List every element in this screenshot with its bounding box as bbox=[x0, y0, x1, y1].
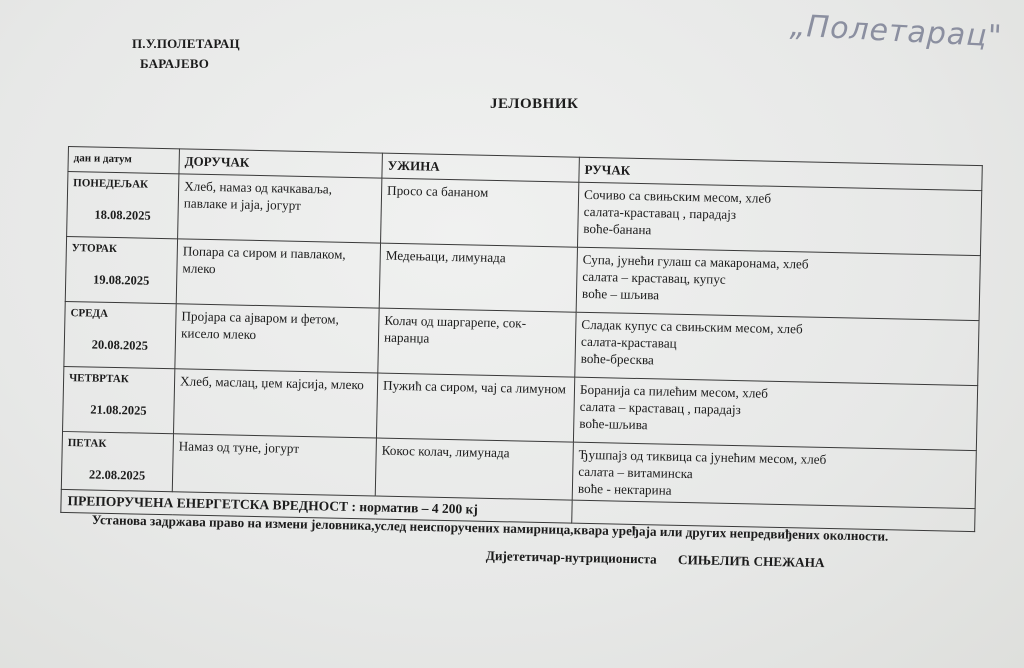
snack-cell: Пужић са сиром, чај са лимуном bbox=[376, 373, 574, 442]
lunch-line: салата-краставац , парадајз bbox=[583, 203, 737, 223]
lunch-line: воће – шљива bbox=[581, 285, 660, 303]
day-name: ЧЕТВРТАК bbox=[69, 372, 129, 386]
lunch-cell bbox=[575, 312, 979, 385]
menu-table bbox=[60, 146, 982, 532]
snack-cell: Кокос колач, лимунада bbox=[375, 438, 573, 500]
org-name: П.У.ПОЛЕТАРАЦ bbox=[132, 36, 240, 51]
day-cell bbox=[67, 172, 179, 239]
page-title: ЈЕЛОВНИК bbox=[490, 96, 579, 112]
lunch-line: воће-шљива bbox=[579, 415, 648, 433]
day-cell bbox=[61, 431, 173, 491]
column-header-breakfast: ДОРУЧАК bbox=[179, 149, 382, 178]
lunch-line: Ђушпајз од тиквица са јунећим месом, хлеб bbox=[578, 446, 827, 467]
lunch-cell bbox=[577, 182, 981, 255]
lunch-cell bbox=[576, 247, 980, 320]
day-date: 20.08.2025 bbox=[91, 337, 149, 353]
day-date: 22.08.2025 bbox=[88, 467, 146, 483]
signature-line bbox=[486, 548, 825, 571]
lunch-line: Сладак купус са свињским месом, хлеб bbox=[581, 316, 803, 337]
lunch-line: Боранија са пилећим месом, хлеб bbox=[579, 381, 769, 401]
breakfast-cell: Пројара са ајваром и фетом, кисело млеко bbox=[175, 304, 379, 373]
day-date: 18.08.2025 bbox=[94, 207, 151, 223]
lunch-line: воће - нектарина bbox=[577, 480, 672, 498]
lunch-cell bbox=[573, 377, 977, 450]
day-cell bbox=[64, 301, 176, 368]
column-header-snack: УЖИНА bbox=[382, 153, 579, 182]
day-name: УТОРАК bbox=[71, 242, 118, 256]
day-name: СРЕДА bbox=[70, 307, 109, 320]
handwritten-note: „Полетарац" bbox=[789, 8, 1004, 55]
lunch-line: воће-банана bbox=[583, 220, 652, 238]
snack-cell: Колач од шаргарепе, сок-наранџа bbox=[378, 308, 576, 377]
lunch-line: Сочиво са свињским месом, хлеб bbox=[583, 186, 772, 206]
day-name: ПОНЕДЕЉАК bbox=[73, 177, 149, 191]
org-place: БАРАЈЕВО bbox=[140, 56, 210, 71]
breakfast-cell: Хлеб, маслац, џем кајсија, млеко bbox=[173, 369, 377, 438]
lunch-line: салата – краставац, купус bbox=[582, 268, 726, 287]
day-name: ПЕТАК bbox=[67, 437, 107, 450]
lunch-line: Супа, јунећи гулаш са макаронама, хлеб bbox=[582, 251, 809, 272]
snack-cell: Медењаци, лимунада bbox=[379, 243, 577, 312]
breakfast-cell: Попара са сиром и павлаком, млеко bbox=[176, 239, 380, 308]
lunch-line: воће-бресква bbox=[580, 350, 655, 368]
lunch-line: салата-краставац bbox=[580, 333, 677, 351]
breakfast-cell: Хлеб, намаз од качкаваља, павлаке и јаја, јогурт bbox=[178, 174, 382, 243]
day-date: 21.08.2025 bbox=[90, 402, 147, 418]
lunch-line: салата – витаминска bbox=[578, 463, 693, 482]
lunch-line: салата – краставац , парадајз bbox=[579, 398, 741, 418]
day-cell bbox=[65, 236, 177, 303]
day-cell bbox=[63, 366, 175, 433]
snack-cell: Просо са бананом bbox=[381, 178, 579, 247]
energy-value: ПРЕПОРУЧЕНА ЕНЕРГЕТСКА ВРЕДНОСТ : норматив – 4 200 кј bbox=[61, 489, 572, 523]
column-header-day: дан и датум bbox=[68, 147, 179, 174]
disclaimer-note: Установа задржава право на измени јеловника,услед неиспоручених намирница,квара уређаја или других непредвиђених околности. bbox=[91, 511, 889, 544]
breakfast-cell: Намаз од туне, јогурт bbox=[172, 434, 376, 496]
column-header-lunch: РУЧАК bbox=[579, 157, 982, 190]
lunch-cell bbox=[572, 442, 976, 508]
signature-name: СИЊЕЛИЋ СНЕЖАНА bbox=[677, 552, 825, 571]
signature-role: Дијететичар-нутрициониста bbox=[485, 548, 657, 567]
day-date: 19.08.2025 bbox=[92, 272, 150, 288]
